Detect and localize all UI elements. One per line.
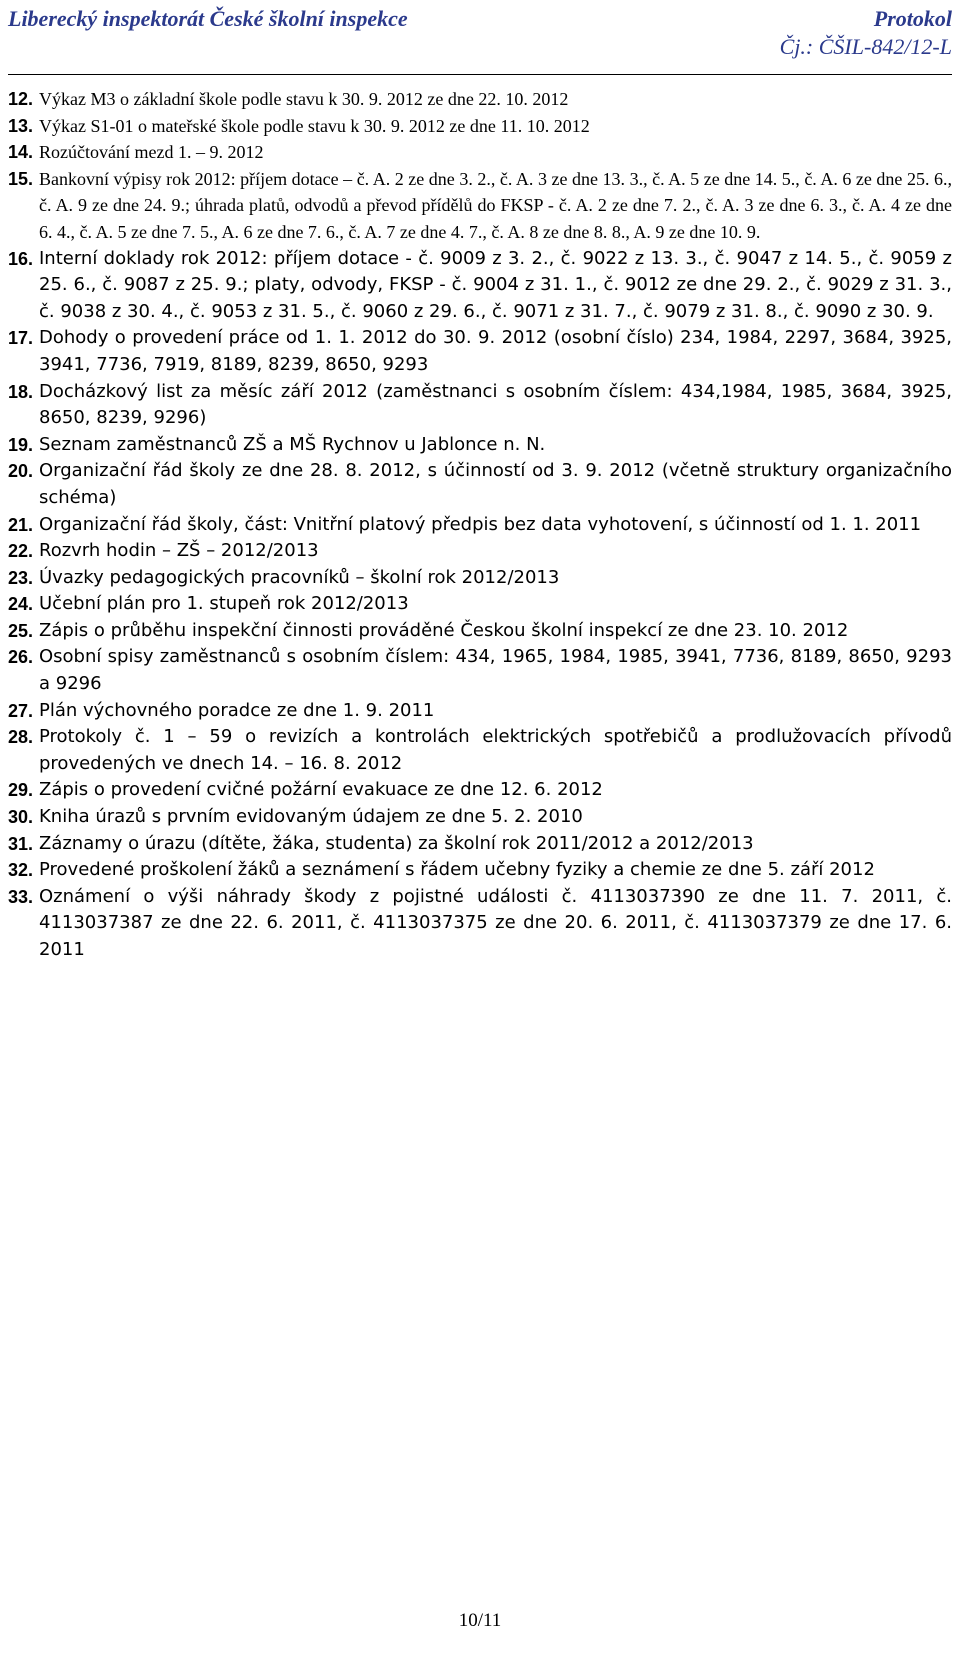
- list-item: [8, 538, 952, 565]
- list-item-number: 21.: [8, 514, 34, 535]
- list-item-number: 25.: [8, 620, 34, 641]
- list-item-number: 28.: [8, 727, 34, 748]
- list-item-number: 16.: [8, 248, 34, 269]
- list-item-number: 31.: [8, 833, 34, 854]
- list-item: [8, 512, 952, 539]
- list-item: [8, 618, 952, 645]
- list-item-number: 14.: [8, 142, 34, 163]
- list-item: [8, 831, 952, 858]
- list-item-number: 32.: [8, 860, 34, 881]
- list-item-text: Zápis o průběhu inspekční činnosti prováděné Českou školní inspekcí ze dne 23. 10. 2012: [39, 619, 849, 641]
- list-item-text: Záznamy o úrazu (dítěte, žáka, studenta) za školní rok 2011/2012 a 2012/2013: [39, 832, 754, 854]
- list-item-number: 24.: [8, 594, 34, 615]
- list-item-text: Kniha úrazů s prvním evidovaným údajem ze dne 5. 2. 2010: [39, 806, 583, 828]
- list-item-text: Interní doklady rok 2012: příjem dotace - č. 9009 z 3. 2., č. 9022 z 13. 3., č. 9047 z 14. 5., č. 9059 z 25. 6., č. 9087 z 25. 9.; platy, odvody, FKSP - č. 9004 z 31. 1., č. 9012 ze dne 29. 2., č. 9029 z 31. 3., č. 9038 z 30. 4., č. 9053 z 31. 5., č. 9060 z 29. 6., č. 9071 z 31. 7., č. 9079 z 31. 8., č. 9090 z 30. 9.: [39, 247, 952, 322]
- list-item: [8, 458, 952, 511]
- list-item-number: 12.: [8, 89, 34, 109]
- list-item-text: Výkaz S1-01 o mateřské škole podle stavu k 30. 9. 2012 ze dne 11. 10. 2012: [39, 115, 590, 136]
- list-item-number: 18.: [8, 381, 34, 402]
- list-item-number: 30.: [8, 807, 34, 828]
- list-item-number: 20.: [8, 461, 34, 482]
- header-organization: Liberecký inspektorát České školní inspekce: [8, 6, 408, 31]
- list-item: [8, 166, 952, 246]
- list-item-text: Organizační řád školy ze dne 28. 8. 2012, s účinností od 3. 9. 2012 (včetně struktury organizačního schéma): [39, 460, 952, 508]
- document-list: [8, 86, 952, 964]
- list-item: [8, 565, 952, 592]
- list-item: [8, 113, 952, 140]
- list-item-number: 15.: [8, 168, 34, 189]
- list-item: [8, 644, 952, 697]
- list-item-number: 27.: [8, 700, 34, 721]
- list-item: [8, 139, 952, 166]
- list-item-number: 26.: [8, 647, 34, 668]
- list-item: [8, 432, 952, 459]
- list-item-text: Plán výchovného poradce ze dne 1. 9. 2011: [39, 699, 435, 721]
- list-item-text: Provedené proškolení žáků a seznámení s řádem učebny fyziky a chemie ze dne 5. září 2012: [39, 859, 875, 881]
- list-item: [8, 884, 952, 964]
- list-item: [8, 591, 952, 618]
- list-item-number: 19.: [8, 434, 34, 455]
- list-item-text: Seznam zaměstnanců ZŠ a MŠ Rychnov u Jablonce n. N.: [39, 433, 546, 455]
- header-reference-number: Čj.: ČŠIL-842/12-L: [779, 34, 952, 59]
- list-item: [8, 804, 952, 831]
- list-item-text: Protokoly č. 1 – 59 o revizích a kontrolách elektrických spotřebičů a prodlužovacích přívodů provedených ve dnech 14. – 16. 8. 2012: [39, 726, 952, 774]
- list-item-text: Docházkový list za měsíc září 2012 (zaměstnanci s osobním číslem: 434,1984, 1985, 3684, 3925, 8650, 8239, 9296): [39, 380, 952, 429]
- list-item: [8, 698, 952, 725]
- list-item: [8, 857, 952, 884]
- list-item-number: 23.: [8, 567, 34, 588]
- list-item: [8, 325, 952, 378]
- list-item-text: Rozúčtování mezd 1. – 9. 2012: [39, 142, 264, 163]
- list-item-text: Bankovní výpisy rok 2012: příjem dotace – č. A. 2 ze dne 3. 2., č. A. 3 ze dne 13. 3., č. A. 5 ze dne 14. 5., č. A. 6 ze dne 25. 6., č. A. 9 ze dne 24. 9.; úhrada platů, odvodů a převod přídělů do FKSP - č. A. 2 ze dne 7. 2., č. A. 3 ze dne 6. 3., č. A. 4 ze dne 6. 4., č. A. 5 ze dne 7. 5., A. 6 ze dne 7. 6., č. A. 7 ze dne 4. 7., č. A. 8 ze dne 8. 8., A. 9 ze dne 10. 9.: [39, 168, 952, 242]
- list-item-text: Oznámení o výši náhrady škody z pojistné události č. 4113037390 ze dne 11. 7. 2011, č. 4113037387 ze dne 22. 6. 2011, č. 4113037375 ze dne 20. 6. 2011, č. 4113037379 ze dne 17. 6. 2011: [39, 885, 952, 960]
- list-item-text: Organizační řád školy, část: Vnitřní platový předpis bez data vyhotovení, s účinností od 1. 1. 2011: [39, 513, 922, 535]
- list-item: [8, 246, 952, 326]
- list-item: [8, 86, 952, 113]
- list-item-number: 17.: [8, 328, 34, 349]
- list-item-text: Osobní spisy zaměstnanců s osobním číslem: 434, 1965, 1984, 1985, 3941, 7736, 8189, 8650, 9293 a 9296: [39, 646, 952, 695]
- list-item-number: 33.: [8, 886, 34, 907]
- document-body: [8, 86, 952, 964]
- list-item: [8, 777, 952, 804]
- list-item-text: Úvazky pedagogických pracovníků – školní rok 2012/2013: [39, 566, 560, 588]
- page-number: 10/11: [458, 1610, 502, 1631]
- list-item-text: Dohody o provedení práce od 1. 1. 2012 do 30. 9. 2012 (osobní číslo) 234, 1984, 2297, 3684, 3925, 3941, 7736, 7919, 8189, 8239, 8650, 9293: [39, 327, 952, 375]
- list-item-text: Rozvrh hodin – ZŠ – 2012/2013: [39, 540, 319, 562]
- list-item-text: Zápis o provedení cvičné požární evakuace ze dne 12. 6. 2012: [39, 779, 603, 801]
- list-item: [8, 379, 952, 432]
- list-item-text: Výkaz M3 o základní škole podle stavu k 30. 9. 2012 ze dne 22. 10. 2012: [39, 89, 569, 109]
- header-document-info: [780, 6, 952, 60]
- list-item-number: 29.: [8, 780, 34, 801]
- page-header: [8, 6, 952, 75]
- list-item-number: 22.: [8, 541, 34, 562]
- list-item-number: 13.: [8, 115, 34, 136]
- list-item: [8, 724, 952, 777]
- list-item-text: Učební plán pro 1. stupeň rok 2012/2013: [39, 593, 409, 615]
- header-document-type: Protokol: [873, 6, 952, 31]
